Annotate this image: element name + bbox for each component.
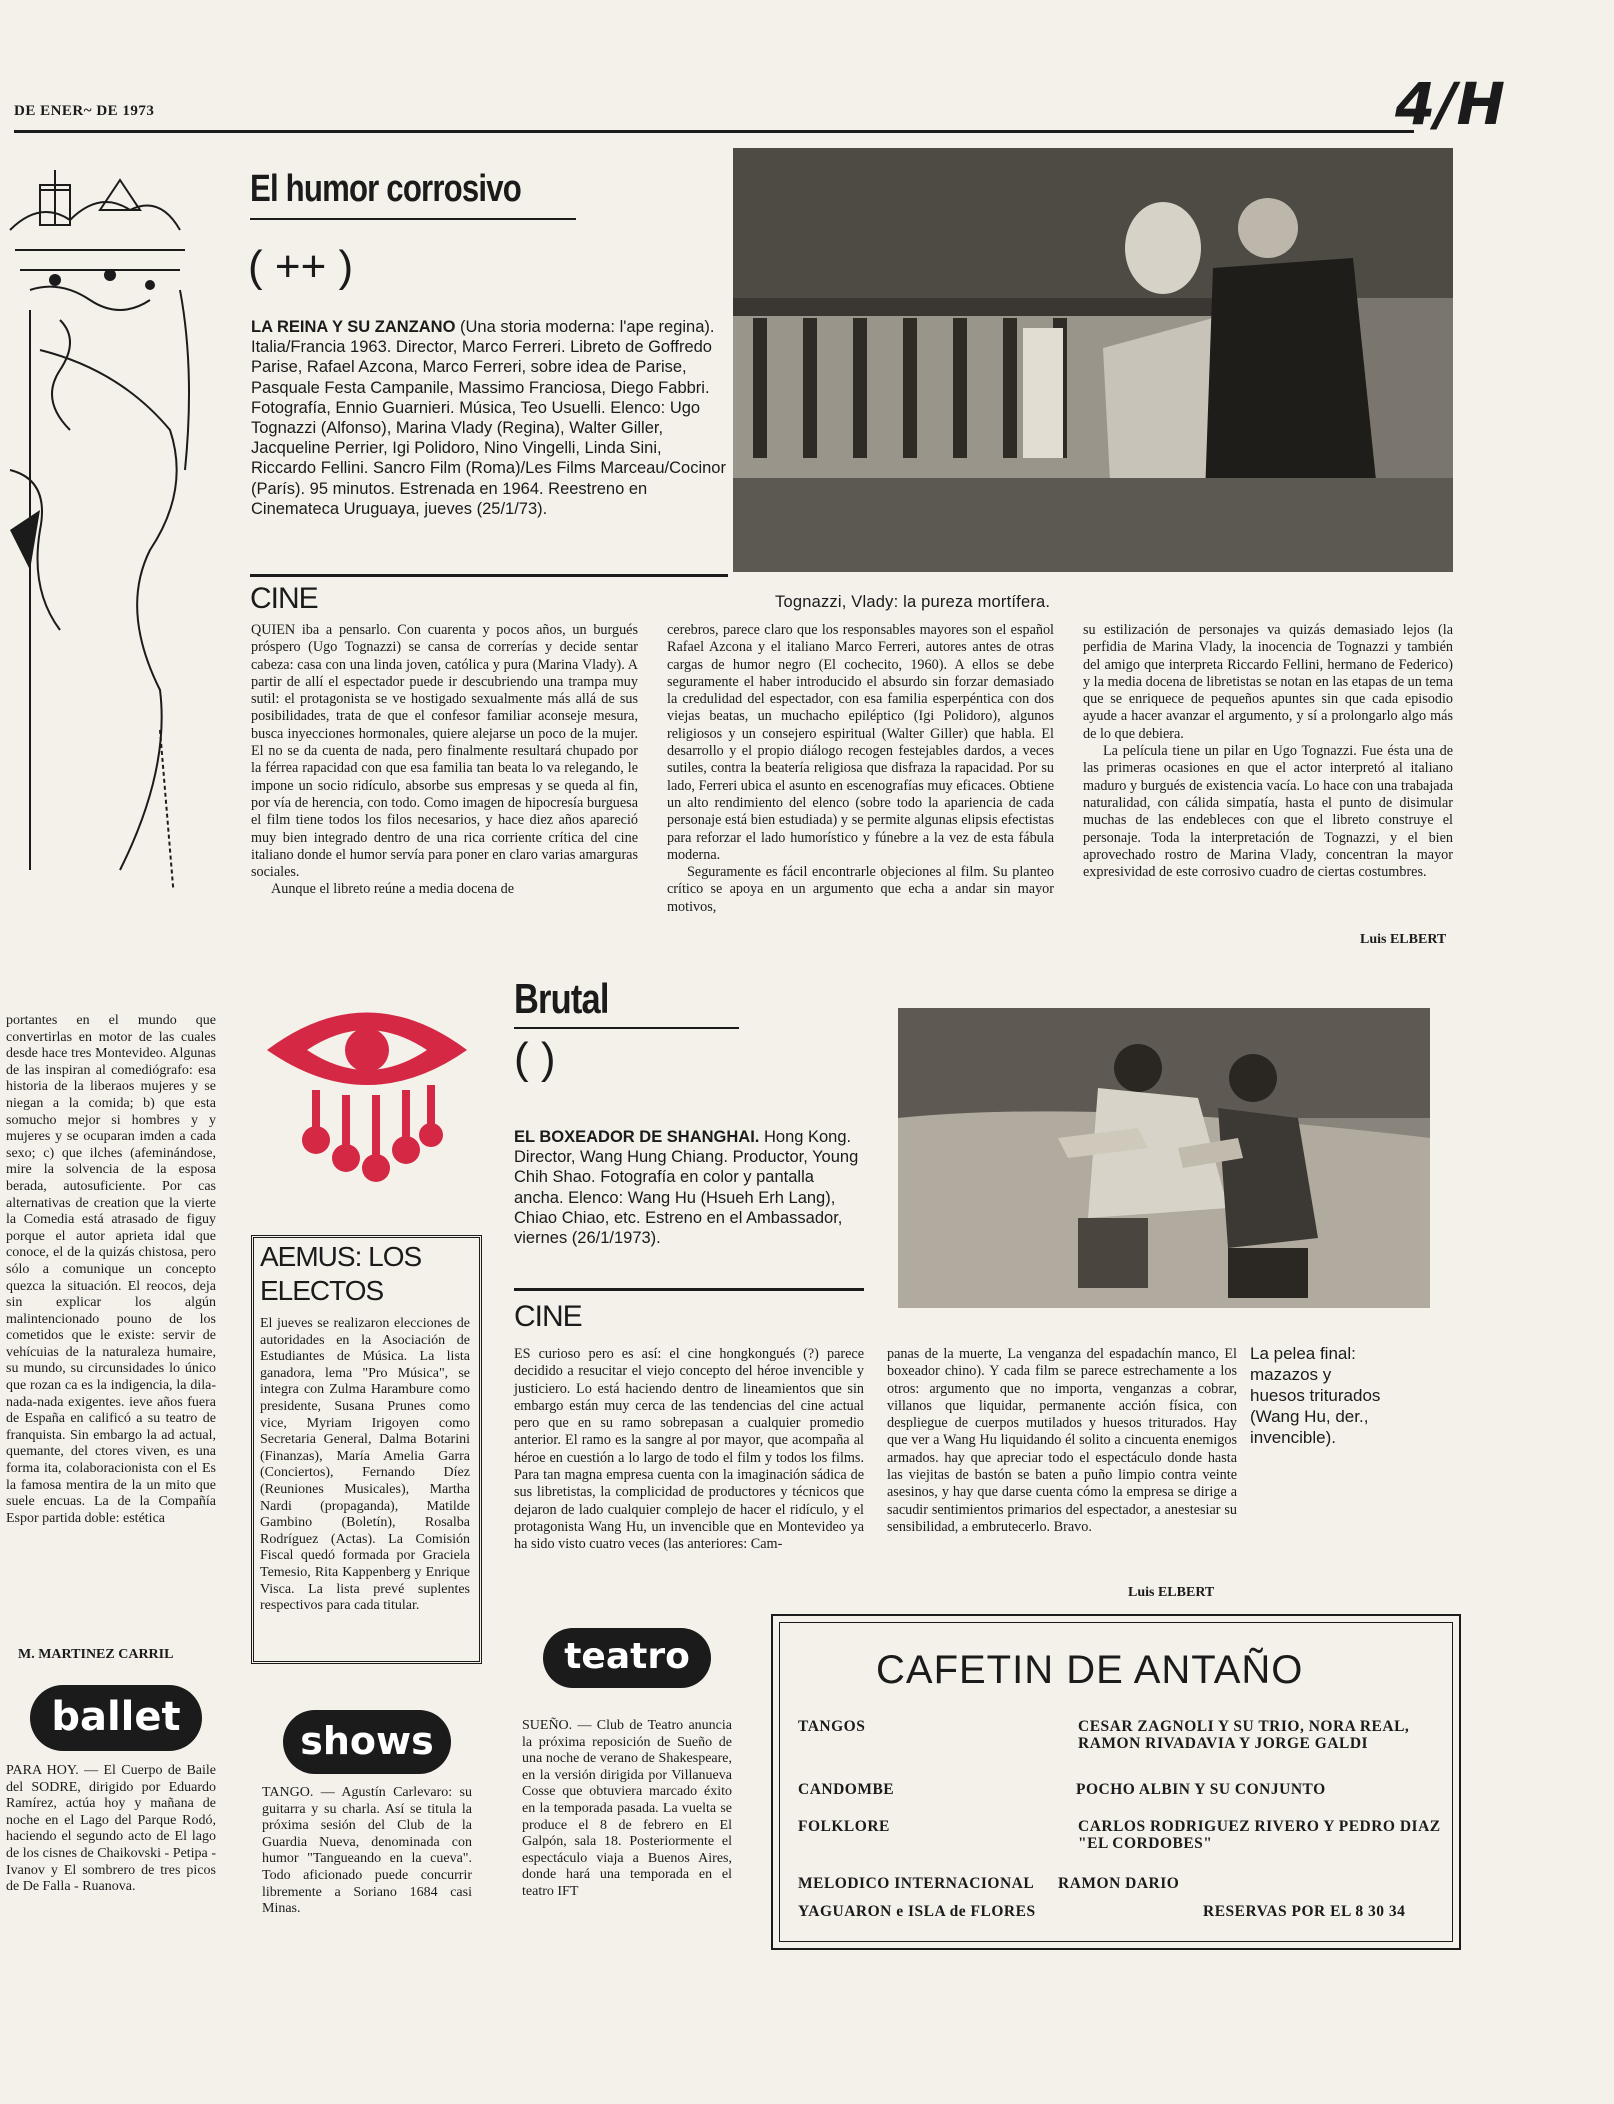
red-eye-graphic bbox=[262, 990, 472, 1190]
film1-photo-caption: Tognazzi, Vlady: la pureza mortífera. bbox=[775, 593, 1051, 611]
film1-col1-text: QUIEN iba a pensarlo. Con cuarenta y pocos años, un burgués próspero (Ugo Tognazzi) se cansa de correrías y decide sentar cabeza: casa con una linda joven, católica y pura (Marina Vlady). A partir de allí el espectador puede ir descubriendo una trampa muy sutil: el protagonista se ve hostigado sexualmente más allá de sus posibilidades, trata de que el confesor familiar aconseje mesura, busca inyecciones hormonales, quiere alejarse un poco de la mujer. El no se da cuenta de nada, pero finalmente resultará chupado por la férrea rapacidad con que esa familia tan beata lo va relegando, le impone un socio ridículo, absorbe sus empresas y se queda al fin, por vía de herencia, con todo. Como imagen de hipocresía burguesa el film tiene todos los filos necesarios, y hace diez años apareció muy bien integrado dentro de una rica corriente crítica del cine italiano donde el humor servía para poner en claro varias amarguras sociales. bbox=[251, 622, 638, 881]
logo: 4/H bbox=[1395, 70, 1506, 138]
page-date: DE ENER~ DE 1973 bbox=[14, 103, 155, 119]
teatro-text: SUEÑO. — Club de Teatro anuncia la próxima reposición de Sueño de una noche de verano de Shakespeare, en la versión dirigida por Villanueva Cosse que obtuviera marcado éxito en la temporada pasada. La vuelta se produce el 8 de febrero en El Galpón, sala 18. Posteriormente el espectáculo viaja a Buenos Aires, donde hará una temporada en el teatro IFT bbox=[522, 1718, 732, 1899]
film1-col3-b: La película tiene un pilar en Ugo Tognazzi. Fue ésta una de las primeras ocasiones en que el actor interpretó al italiano maduro y burgués de existencia vacía. Lo hace con una trabajada naturalidad, con cálida simpatía, hasta el punto de disimular muchas de las endebleces con que el libreto construye el personaje. Toda la interpretación de Tognazzi, y el bien aprovechado rostro de Marina Vlady, concentran la mayor expresividad de este corrosivo cuadro de ciertas costumbres. bbox=[1083, 743, 1453, 881]
cafetin-address: YAGUARON e ISLA de FLORES bbox=[798, 1903, 1036, 1920]
film2-credits-rule bbox=[514, 1288, 864, 1291]
cafetin-value-folklore: CARLOS RODRIGUEZ RIVERO Y PEDRO DIAZ "EL CORDOBES" bbox=[1078, 1818, 1441, 1852]
film2-photo bbox=[898, 1008, 1430, 1308]
film2-credits bbox=[514, 1127, 864, 1248]
film2-column-1: ES curioso pero es así: el cine hongkongués (?) parece decidido a resucitar el viejo concepto del héroe invencible y justiciero. Lo está haciendo dentro de lineamientos que sin embargo están muy cerca de las tendencias del cine actual pero que en su ramo sobrepasan a cualquier promedio anterior. El ramo es la sangre al por mayor, que acompaña al héroe en cuestión a lo largo de todo el film y todos los films. Para tan magna empresa cuenta con la imaginación sádica de sus libretistas, la complicidad de productores y técnicos que dejaron de lado cualquier complejo de hacer el ridículo, y el protagonista Wang Hu, un invencible que en Montevideo ya ha sido visto cuatro veces (las anteriores: Cam- bbox=[514, 1346, 864, 1553]
film1-column-1 bbox=[251, 622, 638, 899]
left-column-text: portantes en el mundo que convertirlas en motor de las cuales desde hace tres Montevideo. Algunas de las inspiran al comediógrafo: esa historia de la liberaos mujeres y se niegan a la comida; b) que esta somucho mejor si hombres y y mujeres y se ocuparan imden a cada sexo; c) que ilches (afeminándose, mire la solvencia de la esposa berada, autosuficiente. Por cas alternativas de creation que la vierte la Comedia está atrasado de figuy porque el autor aprieta idal que conoce, el de la quizás chistosa, pero sólo a comunique un concepto quezca la situación. El reocos, deja sin explicar los algún malintencionado pouno de los cometidos que le existe: servir de vehícuias de la naturaleza humaire, su mundo, su circunsidades lo único que rozan ca es la indigencia, la dila-nada-nada exigentes. ieve años fuera de España en calificó a su teatro de franquista. Sin embargo la ad actual, quemante, del ctores viven, es una forma ita, colaboracionista con el Es la famosa mentira de la un mito que suele encuas. La de la Compañía Espor partida doble: estética bbox=[6, 1013, 216, 1526]
film2-column-2: panas de la muerte, La venganza del espadachín manco, El boxeador chino). Y cada film se parece estrechamente a los otros: argumento que no importa, venganzas a cobrar, villanos que liquidar, permanente acción física, con despliegue de cuerpos mutilados y huesos triturados. Hay que ver a Wang Hu liquidando él solito a cincuenta enemigos armados. hay que apreciar todo el espectáculo donde hasta las viejitas de bastón se baten a puño limpio contra veinte asesinos, y hay que darse cuenta cómo la empresa se dirige a sacudir sentimientos primarios del espectador, a anestesiar su sensibilidad, a embrutecerlo. Bravo. bbox=[887, 1346, 1237, 1535]
film1-title-rule bbox=[250, 218, 576, 220]
cafetin-label-candombe: CANDOMBE bbox=[798, 1781, 895, 1798]
film1-signature: Luis ELBERT bbox=[1360, 932, 1447, 947]
film1-title: El humor corrosivo bbox=[250, 168, 521, 210]
cafetin-reservations: RESERVAS POR EL 8 30 34 bbox=[1203, 1903, 1406, 1920]
cafetin-value-candombe: POCHO ALBIN Y SU CONJUNTO bbox=[1076, 1781, 1326, 1798]
film1-photo bbox=[733, 148, 1453, 572]
aemus-text: El jueves se realizaron elecciones de autoridades en la Asociación de Estudiantes de Música. La lista ganadora, lema "Pro Música", se integra con Zulma Harambure como presidente, Susana Prunes como vice, Myriam Irigoyen como Secretaria General, Dalma Botarini (Finanzas), María Amelia Garra (Conciertos), Fernando Díez (Reuniones Musicales), Martha Nardi (propaganda), Matilde Gambino (Boletín), Rosalba Rodríguez (Actas). La Comisión Fiscal quedó formada por Graciela Temesio, Rita Kappenberg y Enrique Visca. La lista prevé suplentes respectivos para cada titular. bbox=[260, 1316, 470, 1614]
film2-credits-title: EL BOXEADOR DE SHANGHAI. bbox=[514, 1128, 760, 1146]
ballet-badge: ballet bbox=[30, 1685, 202, 1751]
shows-badge: shows bbox=[283, 1710, 451, 1774]
film1-column-2 bbox=[667, 622, 1054, 916]
cafetin-label-melodico: MELODICO INTERNACIONAL bbox=[798, 1875, 1035, 1892]
film1-col1-end: Aunque el libreto reúne a media docena de bbox=[271, 881, 515, 898]
film2-photo-caption: La pelea final: mazazos y huesos triturados (Wang Hu, der., invencible). bbox=[1250, 1344, 1381, 1447]
film2-signature: Luis ELBERT bbox=[1128, 1585, 1215, 1600]
film1-credits-rule bbox=[250, 574, 728, 577]
cafetin-value-melodico: RAMON DARIO bbox=[1058, 1875, 1180, 1892]
crown-illustration bbox=[0, 170, 210, 890]
film2-rating: ( ) bbox=[514, 1034, 556, 1083]
film2-section-label: CINE bbox=[514, 1300, 582, 1333]
film1-column-3 bbox=[1083, 622, 1453, 881]
header-rule bbox=[14, 130, 1414, 133]
film2-credits-text: Hong Kong. Director, Wang Hung Chiang. Productor, Young Chih Shao. Fotografía en color y pantalla ancha. Elenco: Wang Hu (Hsueh Erh Lang), Chiao Chiao, etc. Estreno en el Ambassador, viernes (26/1/1973). bbox=[514, 1128, 859, 1248]
film1-credits-text: (Una storia moderna: l'ape regina). Italia/Francia 1963. Director, Marco Ferreri. Libreto de Goffredo Parise, Rafael Azcona, Marco Ferreri, sobre idea de Parise, Pasquale Festa Campanile, Massimo Franciosa, Diego Fabbri. Fotografía, Ennio Guarnieri. Música, Teo Usuelli. Elenco: Ugo Tognazzi (Alfonso), Marina Vlady (Regina), Walter Giller, Jacqueline Perrier, Igi Polidoro, Nino Vingelli, Linda Sini, Riccardo Fellini. Sancro Film (Roma)/Les Films Marceau/Cocinor (París). 95 minutos. Estrenada en 1964. Reestreno en Cinemateca Uruguaya, jueves (25/1/73). bbox=[251, 318, 726, 518]
film2-title: Brutal bbox=[514, 975, 609, 1022]
film1-rating: ( ++ ) bbox=[248, 242, 354, 291]
left-column-signature: M. MARTINEZ CARRIL bbox=[18, 1647, 174, 1662]
ballet-text: PARA HOY. — El Cuerpo de Baile del SODRE, dirigido por Eduardo Ramírez, actúa hoy y mañana de noche en el Lago del Parque Rodó, haciendo el segundo acto de El lago de los cisnes de Chaikovski - Petipa - Ivanov y El sombrero de tres picos de De Falla - Ruanova. bbox=[6, 1763, 216, 1895]
film1-col2-b: Seguramente es fácil encontrarle objeciones al film. Su planteo crítico se apoya en un argumento que echa a andar sin mayor motivos, bbox=[667, 864, 1054, 915]
cafetin-label-folklore: FOLKLORE bbox=[798, 1818, 890, 1835]
film1-section-label: CINE bbox=[250, 582, 318, 615]
film2-title-rule bbox=[514, 1027, 739, 1029]
film1-credits bbox=[251, 317, 728, 519]
aemus-title: AEMUS: LOS ELECTOS bbox=[260, 1241, 422, 1306]
cafetin-value-tangos: CESAR ZAGNOLI Y SU TRIO, NORA REAL, RAMON RIVADAVIA Y JORGE GALDI bbox=[1078, 1718, 1410, 1752]
film1-col2-text: cerebros, parece claro que los responsables mayores son el español Rafael Azcona y el italiano Marco Ferreri, autores antes de otras cargas de humor negro (El cochecito, 1960). A ellos se debe seguramente el haber introducido el absurdo sin forzar demasiado la credulidad del espectador, con esa familia esperpéntica con dos viejas beatas, un muchacho epiléptico (Igi Polidoro), algunos religiosos y un consejero espiritual (Walter Giller) que habla. El desarrollo y el propio diálogo recogen festejables dardos, a veces sutiles, contra la beatería religiosa que disfraza la rapacidad. Por su lado, Ferreri ubica el asunto en escenografías muy eficaces. Obtiene un alto rendimiento del elenco (sobre todo la apariencia de cada personaje está bien estudiada) y se permite algunas elipsis efectistas para reforzar el lado humorístico y fúnebre a la vez de esta fábula moderna. bbox=[667, 622, 1054, 863]
teatro-badge: teatro bbox=[543, 1628, 711, 1688]
film1-credits-title: LA REINA Y SU ZANZANO bbox=[251, 318, 456, 336]
shows-text: TANGO. — Agustín Carlevaro: su guitarra y su charla. Así se titula la próxima sesión del Club de la Guardia Nueva, denominada con humor "Tangueando en la cueva". Todo aficionado puede concurrir libremente a Soriano 1684 casi Minas. bbox=[262, 1785, 472, 1917]
film1-col3-text: su estilización de personajes va quizás demasiado lejos (la perfidia de Marina Vlady, la inocencia de Tognazzi y también del amigo que interpreta Riccardo Fellini, hermano de Federico) y la media docena de libretistas se notan en las etapas de un tema que se enriquece de pequeños apuntes sin que cada episodio ayude a hacer avanzar el argumento, y sí a prolongarlo algo más de lo que debiera. bbox=[1083, 622, 1453, 742]
cafetin-label-tangos: TANGOS bbox=[798, 1718, 866, 1735]
cafetin-title: CAFETIN DE ANTAÑO bbox=[876, 1648, 1304, 1692]
